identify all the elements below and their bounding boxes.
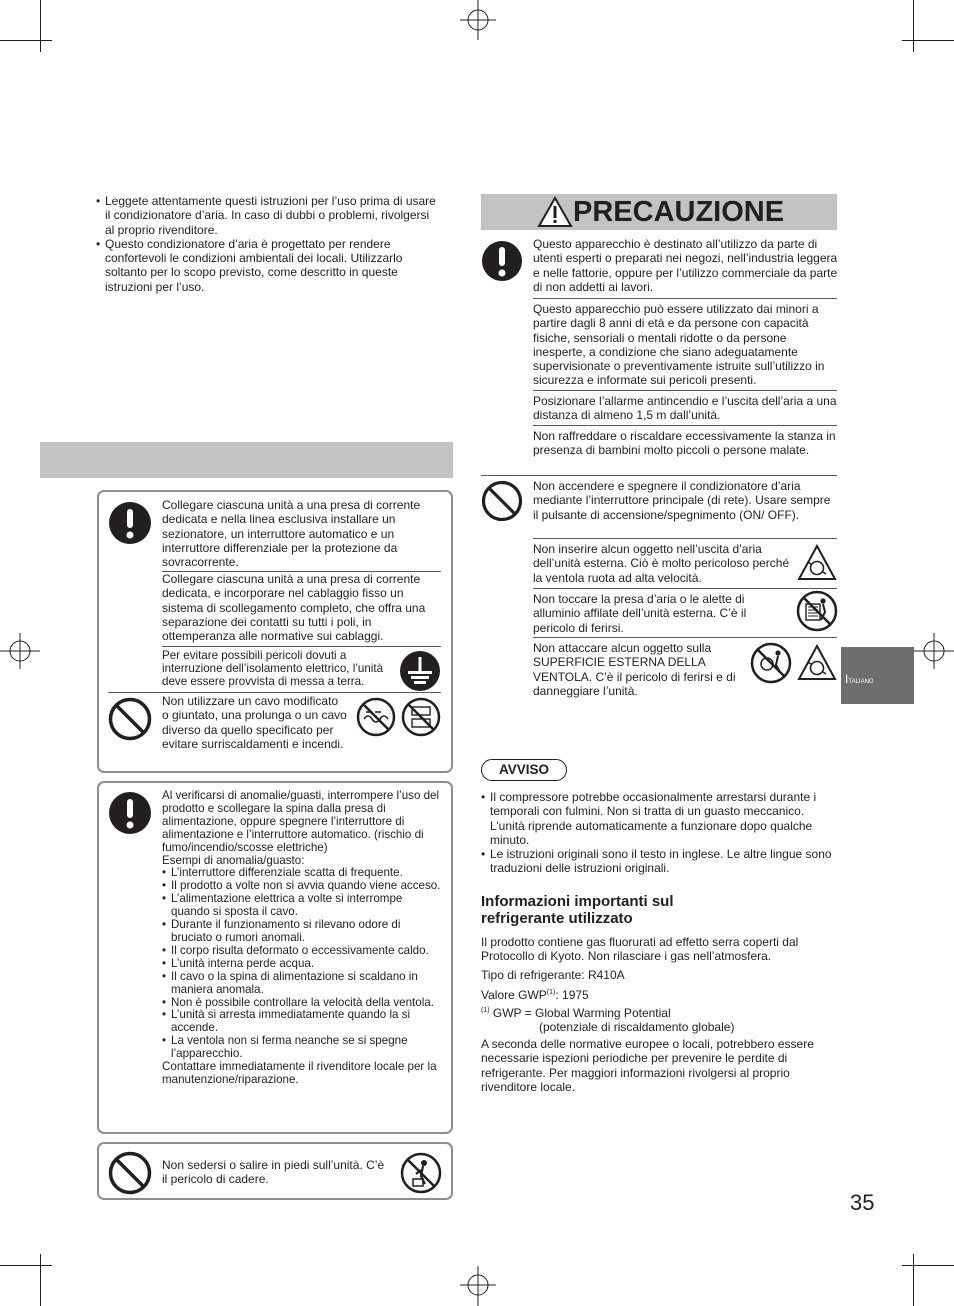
avviso-badge: AVVISO — [481, 759, 567, 781]
registration-mark-left — [0, 630, 42, 672]
precauzione-must-item: Questo apparecchio può essere utilizzato dai minori a partire dagli 8 anni di età e da persone con capacità fisiche, sensoriali o mentali ridotte o da persone inesperte, a condizione che siano adeguatamente supervisionate o preventivamente istruite sull’utilizzo in sicurezza e informate sui pericoli presenti. — [533, 302, 825, 388]
mandatory-icon — [108, 501, 152, 545]
panel2-example: • L’unità interna perde acqua. — [162, 958, 444, 971]
no-extension-cord-icon — [401, 697, 441, 737]
panel2-example: • Durante il funzionamento si rilevano odore di bruciato o rumori anomali. — [162, 919, 444, 945]
precauzione-must-item: Questo apparecchio è destinato all’utilizzo da parte di utenti esperti o preparati nei negozi, nell’industria leggera e nelle fattorie, oppure per l’utilizzo commerciale da parte di non addetti ai lavori. — [533, 237, 838, 294]
mandatory-icon — [481, 240, 523, 282]
panel2-example: • Il cavo o la spina di alimentazione si scaldano in maniera anomala. — [162, 971, 444, 997]
precauzione-prohibit-item: Non toccare la presa d’aria o le alette di alluminio affilate dell’unità esterna. C’è il pericolo di ferirsi. — [533, 592, 747, 635]
precauzione-header — [481, 194, 837, 230]
page-number: 35 — [850, 1190, 875, 1215]
panel1-item: Per evitare possibili pericoli dovuti a interruzione dell’isolamento elettrico, l’unità deve essere provvista di messa a terra. — [162, 649, 384, 688]
avviso-bullets — [481, 790, 839, 876]
panel2-example: • Non è possibile controllare la velocità della ventola. — [162, 997, 444, 1010]
precauzione-prohibit-item: Non inserire alcun oggetto nell’uscita d’aria dell’unità esterna. Ciò è molto pericoloso perché la ventola ruota ad alta velocità. — [533, 542, 790, 585]
panel2-example: • Il corpo risulta deformato o eccessivamente caldo. — [162, 945, 444, 958]
precauzione-must-item: Non raffreddare o riscaldare eccessivamente la stanza in presenza di bambini molto piccoli o persone malate. — [533, 429, 836, 458]
intro-bullets — [96, 194, 441, 294]
precauzione-prohibit-item: Non attaccare alcun oggetto sulla SUPERFICIE ESTERNA DELLA VENTOLA. C’è il pericolo di ferirsi e di danneggiare l’unità. — [533, 641, 736, 698]
refrigerant-para1: Il prodotto contiene gas fluorurati ad effetto serra coperti dal Protocollo di Kyoto. Non rilasciare i gas nell’atmosfera. — [481, 935, 799, 964]
registration-mark-right — [912, 630, 954, 672]
registration-mark-bottom — [457, 1264, 499, 1306]
panel2-example: • Il prodotto a volte non si avvia quando viene acceso. — [162, 880, 444, 893]
panel2-example: • La ventola non si ferma neanche se si spegne l’apparecchio. — [162, 1035, 444, 1061]
refrigerant-gwp: Valore GWP$^{(1)}$: 1975 — [481, 988, 589, 1002]
panel2-example: • L’unità si arresta immediatamente quando la si accende. — [162, 1009, 444, 1035]
language-tab — [841, 647, 914, 704]
panel1-item: Collegare ciascuna unità a una presa di corrente dedicata, e incorporare nel cablaggio fisso un sistema di scollegamento completo, che offra una separazione dei contatti su tutti i poli, in ottemperanza alle normative sui cablaggi. — [162, 572, 426, 644]
prohibition-icon — [481, 480, 523, 522]
prohibition-icon — [108, 1151, 152, 1195]
panel2-examples-heading: Esempi di anomalia/guasto: — [162, 853, 305, 867]
panel2-closing: Contattare immediatamente il rivenditore locale per la manutenzione/riparazione. — [162, 1060, 437, 1086]
precauzione-must-item: Posizionare l’allarme antincendio e l’uscita dell’aria a una distanza di almeno 1,5 m dall’unità. — [533, 394, 837, 423]
refrigerant-para2: A seconda delle normative europee o locali, potrebbero essere necessarie ispezioni periodiche per prevenire le perdite di refrigerante. Per maggiori informazioni rivolgersi al proprio rivenditore locale. — [481, 1037, 814, 1094]
intro-bullet: • Questo condizionatore d’aria è progettato per rendere confortevoli le condizioni ambientali dei locali. Utilizzarlo soltanto per lo scopo previsto, come descritto in queste istruzioni per l’uso. — [96, 237, 441, 294]
no-modified-cable-icon — [356, 697, 396, 737]
language-tab-label: ITALIANO — [845, 672, 874, 686]
prohibition-icon — [108, 697, 152, 741]
fan-danger-icon — [797, 644, 837, 682]
refrigerant-type: Tipo di refrigerante: R410A — [481, 968, 625, 982]
avviso-bullet: • Il compressore potrebbe occasionalmente arrestarsi durante i temporali con fulmini. Non si tratta di un guasto meccanico. L’unità riprende automaticamente a funzionare dopo qualche minuto. — [481, 790, 839, 847]
panel2-example: • L’alimentazione elettrica a volte si interrompe quando si sposta il cavo. — [162, 893, 444, 919]
panel1-item: Collegare ciascuna unità a una presa di corrente dedicata e nella linea esclusiva installare un sezionatore, un interruttore automatico e un interruttore differenziale per la protezione da sovracorrente. — [162, 498, 421, 570]
panel2-intro: Al verificarsi di anomalie/guasti, interrompere l’uso del prodotto e scollegare la spina dalla presa di alimentazione, oppure spegnere l’interruttore di alimentazione e l’interruttore automatico. (rischio di fumo/incendio/scosse elettriche) — [162, 789, 440, 854]
precauzione-prohibit-item: Non accendere e spegnere il condizionatore d’aria mediante l’interruttore principale (di rete). Usare sempre il pulsante di accensione/spegnimento (ON/ OFF). — [533, 479, 831, 522]
warning-header-bar — [40, 442, 453, 478]
fan-danger-icon — [797, 544, 837, 582]
panel3-text: Non sedersi o salire in piedi sull’unità. C’è il pericolo di cadere. — [162, 1158, 385, 1187]
refrigerant-note: $^{(1)}$ GWP = Global Warming Potential (potenziale di riscaldamento globale) — [481, 1006, 735, 1035]
panel1-item: Non utilizzare un cavo modificato o giuntato, una prolunga o un cavo diverso da quello specificato per evitare surriscaldamenti e incendi. — [162, 694, 347, 751]
panel2-content — [162, 790, 444, 1087]
warning-triangle-icon — [537, 196, 573, 228]
registration-mark-top — [457, 0, 499, 42]
mandatory-icon — [108, 791, 152, 835]
no-standing-on-unit-icon — [400, 1152, 442, 1194]
no-attach-object-icon — [750, 642, 792, 684]
avviso-bullet: • Le istruzioni originali sono il testo in inglese. Le altre lingue sono traduzioni delle istruzioni originali. — [481, 847, 839, 876]
ground-icon — [399, 650, 441, 692]
refrigerant-heading: Informazioni importanti sul refrigerante utilizzato — [481, 893, 674, 927]
panel2-example: • L’interruttore differenziale scatta di frequente. — [162, 867, 444, 880]
precauzione-title: PRECAUZIONE — [573, 196, 785, 228]
no-touch-fins-icon — [796, 590, 838, 632]
intro-bullet: • Leggete attentamente questi istruzioni per l’uso prima di usare il condizionatore d’aria. In caso di dubbi o problemi, rivolgersi al proprio rivenditore. — [96, 194, 441, 237]
